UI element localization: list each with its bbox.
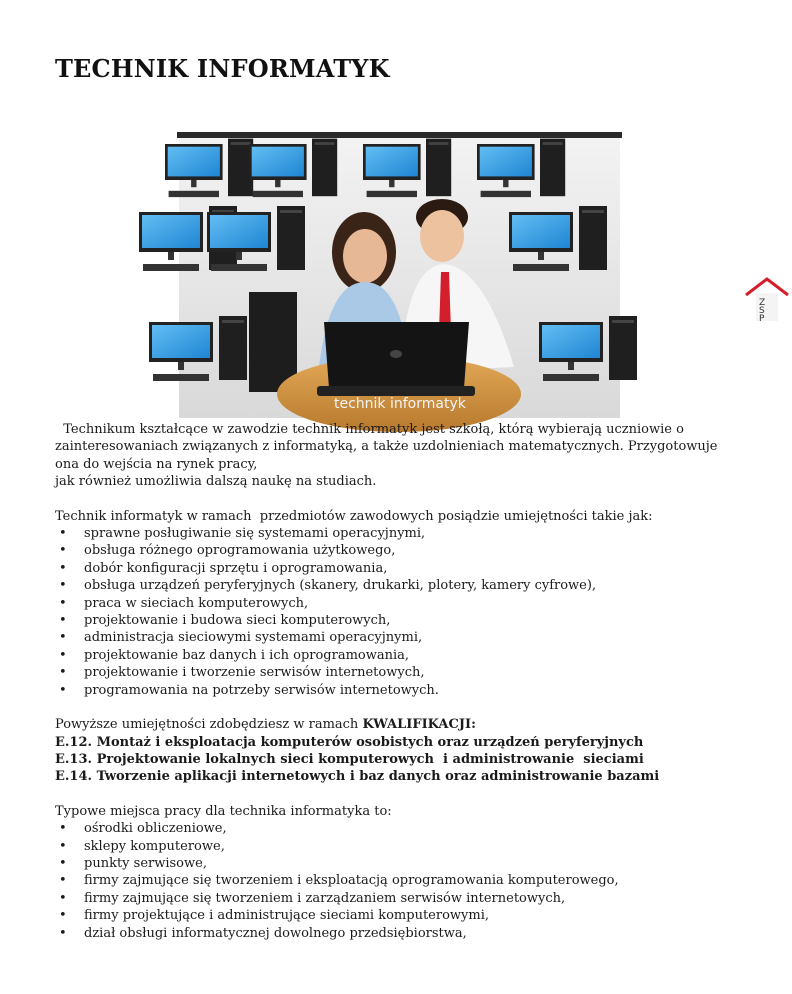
bullet: • [59, 647, 67, 663]
list-item: • punkty serwisowe, [59, 855, 207, 871]
list-item: • programowania na potrzeby serwisów internetowych. [59, 682, 439, 698]
list-item: • projektowanie i tworzenie serwisów internetowych, [59, 665, 425, 681]
school-logo [742, 275, 792, 325]
list-item: • firmy projektujące i administrujące sieciami komputerowymi, [59, 908, 489, 924]
list-item: • ośrodki obliczeniowe, [59, 821, 227, 837]
list-item: • dział obsługi informatycznej dowolnego przedsiębiorstwa, [59, 925, 467, 941]
list-item: • obsługa różnego oprogramowania użytkowego, [59, 543, 396, 559]
list-item: • praca w sieciach komputerowych, [59, 595, 309, 611]
qualification-item: E.12. Montaż i eksploatacja komputerów osobistych oraz urządzeń peryferyjnych [55, 734, 644, 750]
list-item: • dobór konfiguracji sprzętu i oprogramowania, [59, 560, 388, 576]
classroom-photo [179, 132, 766, 418]
bullet: • [59, 682, 67, 698]
list-item: • projektowanie i budowa sieci komputerowych, [59, 613, 391, 629]
bullet: • [59, 908, 67, 924]
bullet: • [59, 578, 67, 594]
bullet: • [59, 665, 67, 681]
qualifications-intro: Powyższe umiejętności zdobędziesz w ramach KWALIFIKACJI: [55, 717, 476, 733]
svg-text:P: P [759, 314, 765, 324]
bullet: • [59, 630, 67, 646]
skills-list [55, 525, 725, 699]
svg-text:Z: Z [759, 298, 766, 308]
document-body [55, 421, 725, 942]
workplaces-intro: Typowe miejsca pracy dla technika informatyka to: [55, 803, 392, 819]
bullet: • [59, 821, 67, 837]
svg-text:S: S [759, 306, 765, 316]
list-item: • sprawne posługiwanie się systemami operacyjnymi, [59, 526, 426, 542]
bullet: • [59, 873, 67, 889]
bullet: • [59, 855, 67, 871]
list-item: • firmy zajmujące się tworzeniem i zarządzaniem serwisów internetowych, [59, 890, 566, 906]
page-title: TECHNIK INFORMATYK [55, 54, 390, 83]
bullet: • [59, 526, 67, 542]
bullet: • [59, 613, 67, 629]
intro-line: zainteresowaniach związanych z informatyką, a także uzdolnieniach matematycznych. Przygotowuje [55, 439, 718, 455]
bullet: • [59, 890, 67, 906]
list-item: • administracja sieciowymi systemami operacyjnymi, [59, 630, 423, 646]
bullet: • [59, 595, 67, 611]
qualification-item: E.13. Projektowanie lokalnych sieci komputerowych i administrowanie sieciami [55, 751, 644, 767]
intro-line: ona do wejścia na rynek pracy, [55, 456, 258, 472]
bullet: • [59, 838, 67, 854]
list-item: • projektowanie baz danych i ich oprogramowania, [59, 647, 410, 663]
bullet: • [59, 560, 67, 576]
bullet: • [59, 925, 67, 941]
qualification-item: E.14. Tworzenie aplikacji internetowych i baz danych oraz administrowanie bazami [55, 769, 660, 785]
photo-caption: technik informatyk [334, 396, 466, 412]
intro-line: jak również umożliwia dalszą naukę na studiach. [55, 474, 377, 490]
workplaces-list [55, 820, 725, 942]
intro-line: Technikum kształcące w zawodzie technik informatyk jest szkołą, którą wybierają uczniowie o [55, 422, 684, 437]
bullet: • [59, 543, 67, 559]
qualifications-heading: KWALIFIKACJI: [362, 717, 476, 733]
skills-intro: Technik informatyk w ramach przedmiotów zawodowych posiądzie umiejętności takie jak: [55, 508, 653, 524]
list-item: • obsługa urządzeń peryferyjnych (skanery, drukarki, plotery, kamery cyfrowe), [59, 578, 597, 594]
list-item: • firmy zajmujące się tworzeniem i eksploatacją oprogramowania komputerowego, [59, 873, 619, 889]
list-item: • sklepy komputerowe, [59, 838, 225, 854]
